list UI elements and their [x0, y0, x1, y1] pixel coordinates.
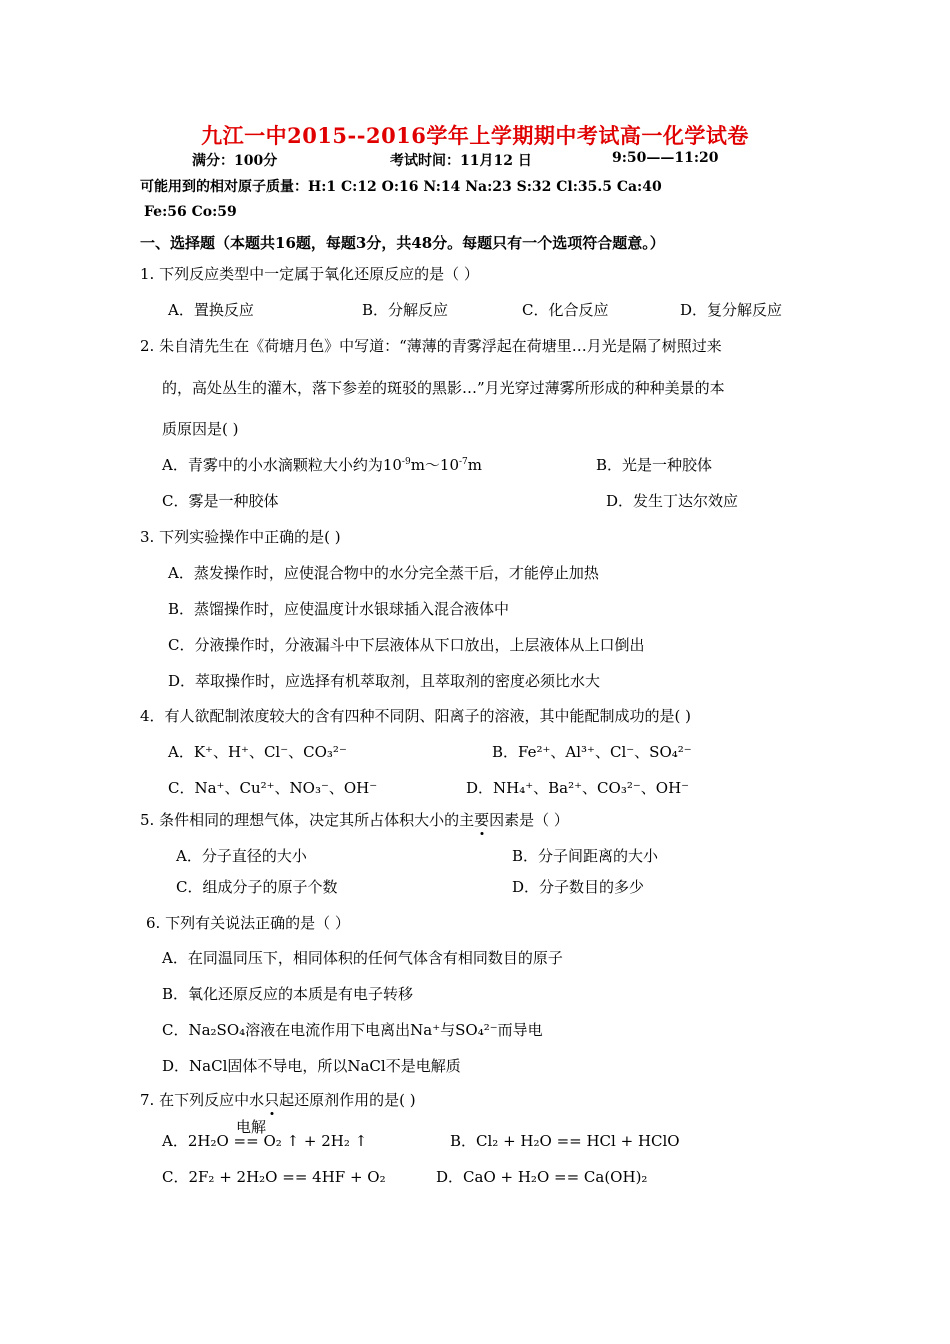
question-7-option-b: B．Cl₂ + H₂O == HCl + HClO — [450, 1132, 680, 1150]
question-7-option-a: A．2H₂O == O₂ ↑ + 2H₂ ↑ — [162, 1132, 368, 1150]
question-2-option-d: D．发生丁达尔效应 — [606, 492, 739, 510]
question-2-option-c: C．雾是一种胶体 — [162, 492, 279, 510]
question-4-stem: 4．有人欲配制浓度较大的含有四种不同阴、阳离子的溶液，其中能配制成功的是( ) — [140, 707, 692, 725]
question-6-stem: 6. 下列有关说法正确的是（ ） — [146, 914, 350, 932]
question-6-option-d: D．NaCl固体不导电，所以NaCl不是电解质 — [162, 1057, 461, 1075]
question-2-stem-line-2: 的，高处丛生的灌木，落下参差的斑驳的黑影…”月光穿过薄雾所形成的种种美景的本 — [162, 379, 725, 397]
question-2-stem-line-3: 质原因是( ) — [162, 420, 239, 438]
question-3-option-c: C．分液操作时，分液漏斗中下层液体从下口放出，上层液体从上口倒出 — [168, 636, 645, 654]
question-5-option-c: C．组成分子的原子个数 — [176, 878, 338, 896]
question-7-option-c: C．2F₂ + 2H₂O == 4HF + O₂ — [162, 1168, 386, 1186]
atomic-mass-line-1: 可能用到的相对原子质量：H:1 C:12 O:16 N:14 Na:23 S:32 Cl:35.5 Ca:40 — [140, 179, 662, 195]
question-4-option-a: A．K⁺、H⁺、Cl⁻、CO₃²⁻ — [168, 743, 347, 761]
question-2-option-a: A．青雾中的小水滴颗粒大小约为$10^{-9}m\sim 10^{-7}m$ — [162, 456, 483, 474]
question-1-option-a: A．置换反应 — [168, 301, 254, 319]
question-6-option-a: A．在同温同压下，相同体积的任何气体含有相同数目的原子 — [162, 949, 563, 967]
question-4-option-b: B．Fe²⁺、Al³⁺、Cl⁻、SO₄²⁻ — [492, 743, 692, 761]
electrolysis-condition: 电解 — [236, 1118, 267, 1136]
emphasis-dot: 要 — [474, 811, 490, 829]
question-7-option-d: D．CaO + H₂O == Ca(OH)₂ — [436, 1168, 648, 1186]
atomic-mass-line-2: Fe:56 Co:59 — [144, 204, 237, 220]
question-6-option-b: B．氧化还原反应的本质是有电子转移 — [162, 985, 414, 1003]
question-3-option-d: D．萃取操作时，应选择有机萃取剂，且萃取剂的密度必须比水大 — [168, 672, 601, 690]
question-3-stem: 3. 下列实验操作中正确的是( ) — [140, 528, 341, 546]
section-heading: 一、选择题（本题共16题，每题3分，共48分。每题只有一个选项符合题意。） — [140, 234, 665, 252]
question-3-option-a: A．蒸发操作时，应使混合物中的水分完全蒸干后，才能停止加热 — [168, 564, 599, 582]
exam-period: 9:50——11:20 — [612, 150, 719, 166]
question-1-option-b: B．分解反应 — [362, 301, 449, 319]
question-7-stem: 7. 在下列反应中水只起还原剂作用的是( ) — [140, 1091, 416, 1109]
question-5-option-b: B．分子间距离的大小 — [512, 847, 659, 865]
question-1-stem: 1. 下列反应类型中一定属于氧化还原反应的是（ ） — [140, 265, 479, 283]
full-score: 满分：100分 — [192, 153, 278, 169]
question-5-option-a: A．分子直径的大小 — [176, 847, 307, 865]
question-5-option-d: D．分子数目的多少 — [512, 878, 645, 896]
question-3-option-b: B．蒸馏操作时，应使温度计水银球插入混合液体中 — [168, 600, 510, 618]
question-1-option-c: C．化合反应 — [522, 301, 609, 319]
exam-title: 九江一中2015--2016学年上学期期中考试高一化学试卷 — [201, 123, 749, 148]
question-5-stem: 5. 条件相同的理想气体，决定其所占体积大小的主要因素是（ ） — [140, 811, 569, 829]
question-4-option-c: C．Na⁺、Cu²⁺、NO₃⁻、OH⁻ — [168, 779, 378, 797]
question-6-option-c: C．Na₂SO₄溶液在电流作用下电离出Na⁺与SO₄²⁻而导电 — [162, 1021, 543, 1039]
question-1-option-d: D．复分解反应 — [680, 301, 783, 319]
emphasis-dot: 只 — [264, 1091, 280, 1109]
question-2-stem-line-1: 2. 朱自清先生在《荷塘月色》中写道：“薄薄的青雾浮起在荷塘里…月光是隔了树照过来 — [140, 337, 722, 355]
question-2-option-b: B．光是一种胶体 — [596, 456, 713, 474]
exam-time: 考试时间：11月12 日 — [390, 153, 532, 169]
question-4-option-d: D．NH₄⁺、Ba²⁺、CO₃²⁻、OH⁻ — [466, 779, 690, 797]
